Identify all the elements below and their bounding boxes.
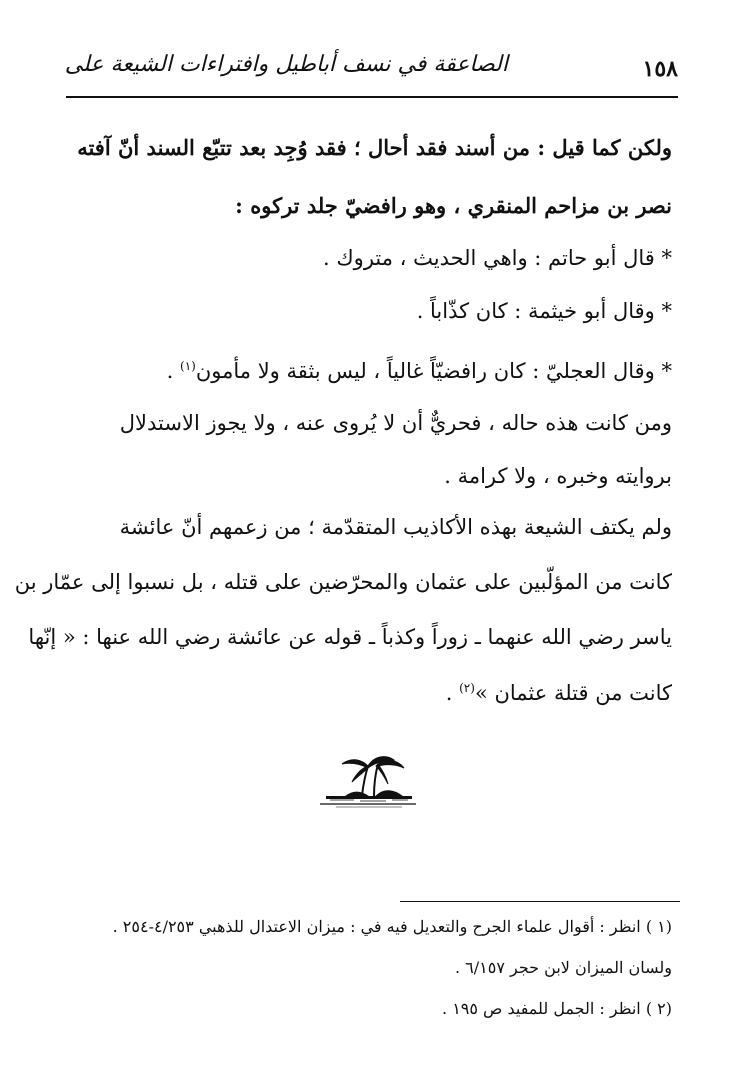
body-line-11-end: .: [445, 681, 460, 705]
footnote-ref-1: (١): [180, 359, 196, 373]
body-line-6: ومن كانت هذه حاله ، فحريٌّ أن لا يُروى عنه ، ولا يجوز الاستدلال: [119, 411, 672, 435]
footnote-1-line-2: ولسان الميزان لابن حجر ٦/١٥٧ .: [454, 958, 672, 977]
body-line-11-text: كانت من قتلة عثمان »: [474, 681, 672, 705]
quote-abu-khaythama: * وقال أبو خيثمة : كان كذّاباً .: [416, 299, 672, 323]
footnote-ref-2: (٢): [459, 681, 475, 695]
body-line-7: بروايته وخبره ، ولا كرامة .: [444, 464, 672, 488]
quote-al-ijli: [60, 346, 672, 391]
body-line-2: [60, 186, 672, 226]
footnote-1-line-1: (١ ) انظر : أقوال علماء الجرح والتعديل فيه في : ميزان الاعتدال للذهبي ٤/٢٥٣-٢٥٤ .: [112, 917, 672, 936]
quote-al-ijli-text: * وقال العجليّ : كان رافضيّاً غالياً ، ليس بثقة ولا مأمون: [195, 359, 672, 383]
page-number: ١٥٨: [642, 56, 678, 82]
running-title: الصاعقة في نسف أباطيل وافتراءات الشيعة على: [64, 52, 508, 77]
quote-abu-hatim: * قال أبو حاتم : واهي الحديث ، متروك .: [323, 246, 672, 270]
body-line-10: ياسر رضي الله عنهما ـ زوراً وكذباً ـ قوله عن عائشة رضي الله عنها : « إنّها: [28, 625, 672, 649]
footnote-rule: [400, 901, 680, 902]
body-line-1: ولكن كما قيل : من أسند فقد أحال ؛ فقد وُجِد بعد تتبّع السند أنّ آفته: [77, 135, 672, 160]
body-line-2-text: نصر بن مزاحم المنقري ، وهو رافضيّ جلد تركوه :: [235, 193, 672, 218]
footnote-2: (٢ ) انظر : الجمل للمفيد ص ١٩٥ .: [442, 999, 672, 1018]
quote-al-ijli-end: .: [166, 359, 181, 383]
body-line-9: كانت من المؤلّبين على عثمان والمحرّضين على قتله ، بل نسبوا إلى عمّار بن: [14, 570, 672, 594]
header-rule: [66, 96, 678, 98]
body-line-11: [60, 668, 672, 713]
palm-tree-ornament: [316, 752, 422, 810]
page-header: [66, 48, 678, 94]
body-line-8: ولم يكتف الشيعة بهذه الأكاذيب المتقدّمة ؛ من زعمهم أنّ عائشة: [119, 515, 672, 539]
